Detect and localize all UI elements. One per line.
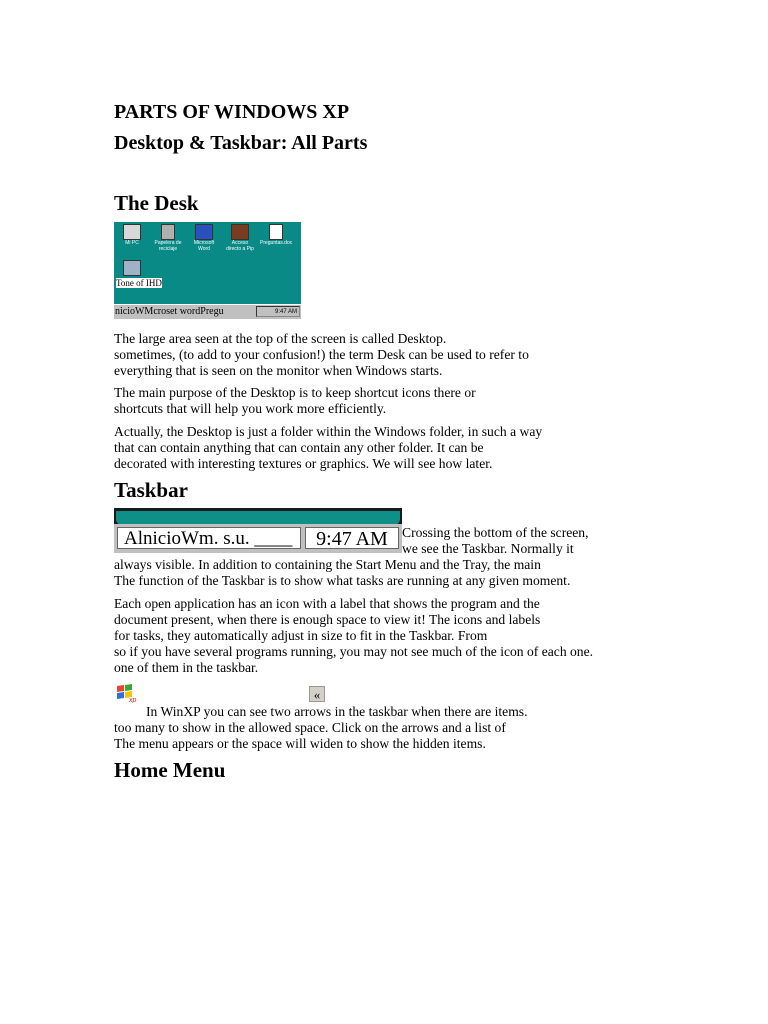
taskbar-paragraph-1 xyxy=(114,557,570,589)
document-title: PARTS OF WINDOWS XP xyxy=(114,101,350,123)
taskbar-paragraph-2 xyxy=(114,596,593,676)
text-line: The function of the Taskbar is to show what tasks are running at any given moment. xyxy=(114,573,571,588)
document-subtitle: Desktop & Taskbar: All Parts xyxy=(114,132,368,154)
text-line: Crossing the bottom of the screen, xyxy=(402,525,589,540)
text-line: shortcuts that will help you work more efficiently. xyxy=(114,401,387,416)
section-heading-home-menu: Home Menu xyxy=(114,758,226,782)
text-line: Actually, the Desktop is just a folder within the Windows folder, in such a way xyxy=(114,424,543,439)
text-line: decorated with interesting textures or graphics. We will see how later. xyxy=(114,456,493,471)
computer-icon: Mi PC xyxy=(116,224,148,246)
taskbar-screenshot xyxy=(114,508,402,553)
windows-xp-logo-icon xyxy=(115,683,139,703)
text-line: that can contain anything that can contain any other folder. It can be xyxy=(114,440,484,455)
text-line: one of them in the taskbar. xyxy=(114,660,259,675)
desk-paragraph-3 xyxy=(114,424,542,472)
desktop-screenshot xyxy=(114,222,301,319)
text-line: everything that is seen on the monitor when Windows starts. xyxy=(114,363,443,378)
desktop-taskbar-text: nicioWMcroset wordPregu xyxy=(115,306,224,317)
taskbar-side-text xyxy=(402,525,589,557)
desktop-taskbar xyxy=(114,304,301,319)
recycle-bin-icon: Papelera de reciclaje xyxy=(152,224,184,252)
xp-note-line-1: In WinXP you can see two arrows in the taskbar when there are items. xyxy=(146,704,528,719)
text-line: for tasks, they automatically adjust in size to fit in the Taskbar. From xyxy=(114,628,488,643)
text-line: sometimes, (to add to your confusion!) the term Desk can be used to refer to xyxy=(114,347,529,362)
text-line: The main purpose of the Desktop is to keep shortcut icons there or xyxy=(114,385,476,400)
text-line: document present, when there is enough space to view it! The icons and labels xyxy=(114,612,541,627)
text-line: The large area seen at the top of the screen is called Desktop. xyxy=(114,331,447,346)
text-line: so if you have several programs running, you may not see much of the icon of each one. xyxy=(114,644,594,659)
shortcut-icon: Acceso directo a Pip xyxy=(224,224,256,252)
desk-paragraph-1 xyxy=(114,331,529,379)
text-line: we see the Taskbar. Normally it xyxy=(402,541,574,556)
taskbar-clock: 9:47 AM xyxy=(305,527,399,549)
text-line: Each open application has an icon with a label that shows the program and the xyxy=(114,596,540,611)
taskbar-app-button: AlnicioWm. s.u. ____ xyxy=(117,527,301,549)
text-line: always visible. In addition to containing the Start Menu and the Tray, the main xyxy=(114,557,541,572)
desktop-tray-clock: 9:47 AM xyxy=(256,306,300,317)
network-label: Tone of IHD xyxy=(116,278,162,288)
section-heading-taskbar: Taskbar xyxy=(114,478,188,502)
document-icon: Preguntas.doc xyxy=(260,224,292,246)
desktop-edge xyxy=(116,511,400,525)
network-icon xyxy=(116,260,148,276)
desk-paragraph-2 xyxy=(114,385,476,417)
xp-logo-text: xp xyxy=(129,697,137,703)
xp-note-line-2: too many to show in the allowed space. Click on the arrows and a list of xyxy=(114,720,506,735)
taskbar-overflow-arrow-icon: « xyxy=(309,686,325,702)
word-icon: Microsoft Word xyxy=(188,224,220,252)
xp-note-line-3: The menu appears or the space will widen to show the hidden items. xyxy=(114,736,486,751)
section-heading-desk: The Desk xyxy=(114,191,199,215)
taskbar-strip xyxy=(114,524,402,553)
